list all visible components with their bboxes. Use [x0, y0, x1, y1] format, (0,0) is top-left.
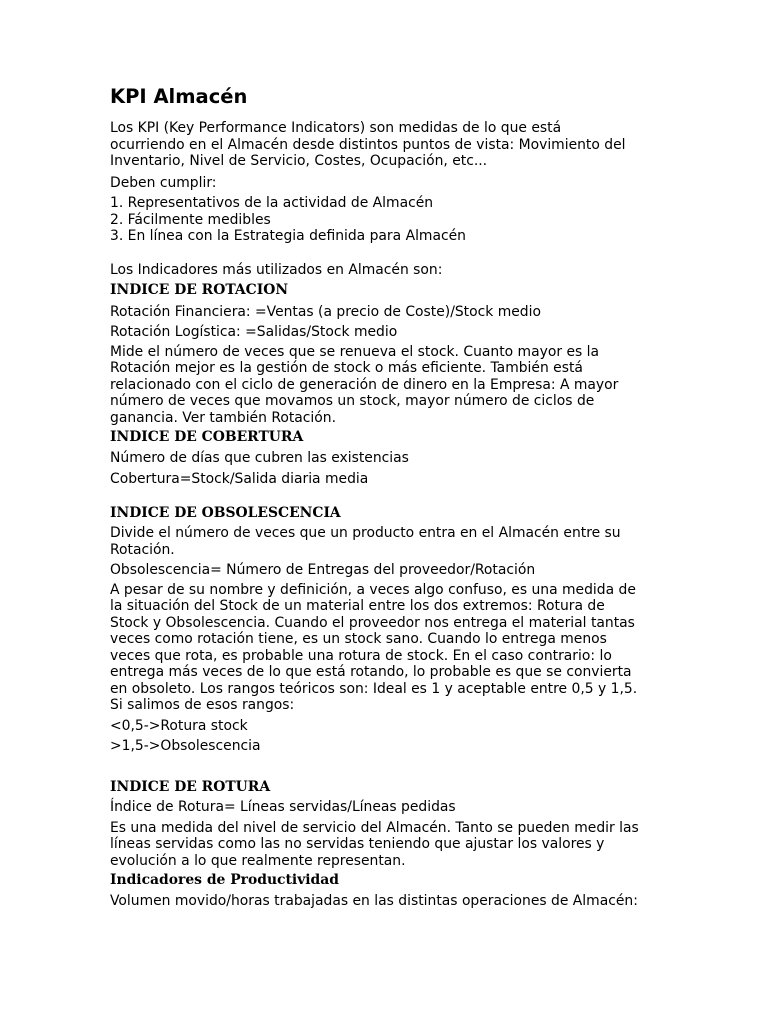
obsolescencia-description	[110, 582, 670, 714]
heading-indicadores-productividad: Indicadores de Productividad	[110, 872, 339, 888]
list-item: 2. Fácilmente medibles	[110, 211, 271, 228]
obsolescencia-divide	[110, 525, 670, 558]
rotura-formula: Índice de Rotura= Líneas servidas/Líneas pedidas	[110, 799, 456, 815]
heading-indice-rotacion: INDICE DE ROTACION	[110, 282, 289, 298]
page-title: KPI Almacén	[110, 85, 248, 108]
text-line: Es una medida del nivel de servicio del Almacén. Tanto se pueden medir las	[110, 819, 639, 836]
text-line: entrega más veces de lo que está rotando, lo probable es que se convierta	[110, 664, 632, 680]
text-line: ocurriendo en el Almacén desde distintos puntos de vista: Movimiento del	[110, 136, 626, 153]
range-high: >1,5->Obsolescencia	[110, 738, 261, 754]
list-item: 1. Representativos de la actividad de Almacén	[110, 195, 434, 211]
obsolescencia-formula: Obsolescencia= Número de Entregas del proveedor/Rotación	[110, 562, 536, 578]
text-line: líneas servidas como las no servidas teniendo que ajustar los valores y	[110, 836, 605, 852]
rotacion-description	[110, 344, 670, 427]
indicadores-intro: Los Indicadores más utilizados en Almacén son:	[110, 261, 443, 278]
requirements-list	[110, 195, 670, 245]
text-line: Si salimos de esos rangos:	[110, 697, 295, 713]
cobertura-line-1: Número de días que cubren las existencias	[110, 449, 409, 466]
rotura-description	[110, 820, 670, 870]
text-line: Mide el número de veces que se renueva el stock. Cuanto mayor es la	[110, 343, 600, 360]
text-line: evolución a lo que realmente representan.	[110, 852, 406, 869]
rotacion-logistica: Rotación Logística: =Salidas/Stock medio	[110, 324, 398, 340]
text-line: Divide el número de veces que un producto entra en el Almacén entre su	[110, 525, 621, 541]
list-item: 3. En línea con la Estrategia definida para Almacén	[110, 228, 466, 244]
rotacion-financiera: Rotación Financiera: =Ventas (a precio de Coste)/Stock medio	[110, 303, 541, 320]
text-line: Rotación mejor es la gestión de stock o más eficiente. También está	[110, 360, 583, 376]
range-low: <0,5->Rotura stock	[110, 717, 248, 734]
productividad-line-1: Volumen movido/horas trabajadas en las distintas operaciones de Almacén:	[110, 892, 638, 909]
text-line: la situación del Stock de un material entre los dos extremos: Rotura de	[110, 598, 605, 614]
heading-indice-cobertura: INDICE DE COBERTURA	[110, 429, 304, 445]
text-line: en obsoleto. Los rangos teóricos son: Ideal es 1 y aceptable entre 0,5 y 1,5.	[110, 680, 638, 697]
cobertura-formula: Cobertura=Stock/Salida diaria media	[110, 471, 369, 487]
text-line: veces como rotación tiene, es un stock sano. Cuando lo entrega menos	[110, 631, 607, 647]
deben-cumplir-text: Deben cumplir:	[110, 174, 217, 191]
text-line: Stock y Obsolescencia. Cuando el proveedor nos entrega el material tantas	[110, 614, 635, 631]
text-line: Rotación.	[110, 541, 175, 558]
text-line: Los KPI (Key Performance Indicators) son medidas de lo que está	[110, 120, 562, 136]
text-line: Inventario, Nivel de Servicio, Costes, Ocupación, etc...	[110, 153, 488, 169]
document-page	[110, 84, 670, 909]
text-line: número de veces que movamos un stock, mayor número de ciclos de	[110, 393, 595, 409]
text-line: A pesar de su nombre y definición, a veces algo confuso, es una medida de	[110, 581, 636, 598]
text-line: relacionado con el ciclo de generación de dinero en la Empresa: A mayor	[110, 376, 619, 393]
heading-indice-obsolescencia: INDICE DE OBSOLESCENCIA	[110, 504, 341, 521]
text-line: veces que rota, es probable una rotura de stock. En el caso contrario: lo	[110, 647, 612, 664]
heading-indice-rotura: INDICE DE ROTURA	[110, 778, 271, 795]
text-line: ganancia. Ver también Rotación.	[110, 409, 337, 426]
intro-paragraph	[110, 120, 670, 170]
